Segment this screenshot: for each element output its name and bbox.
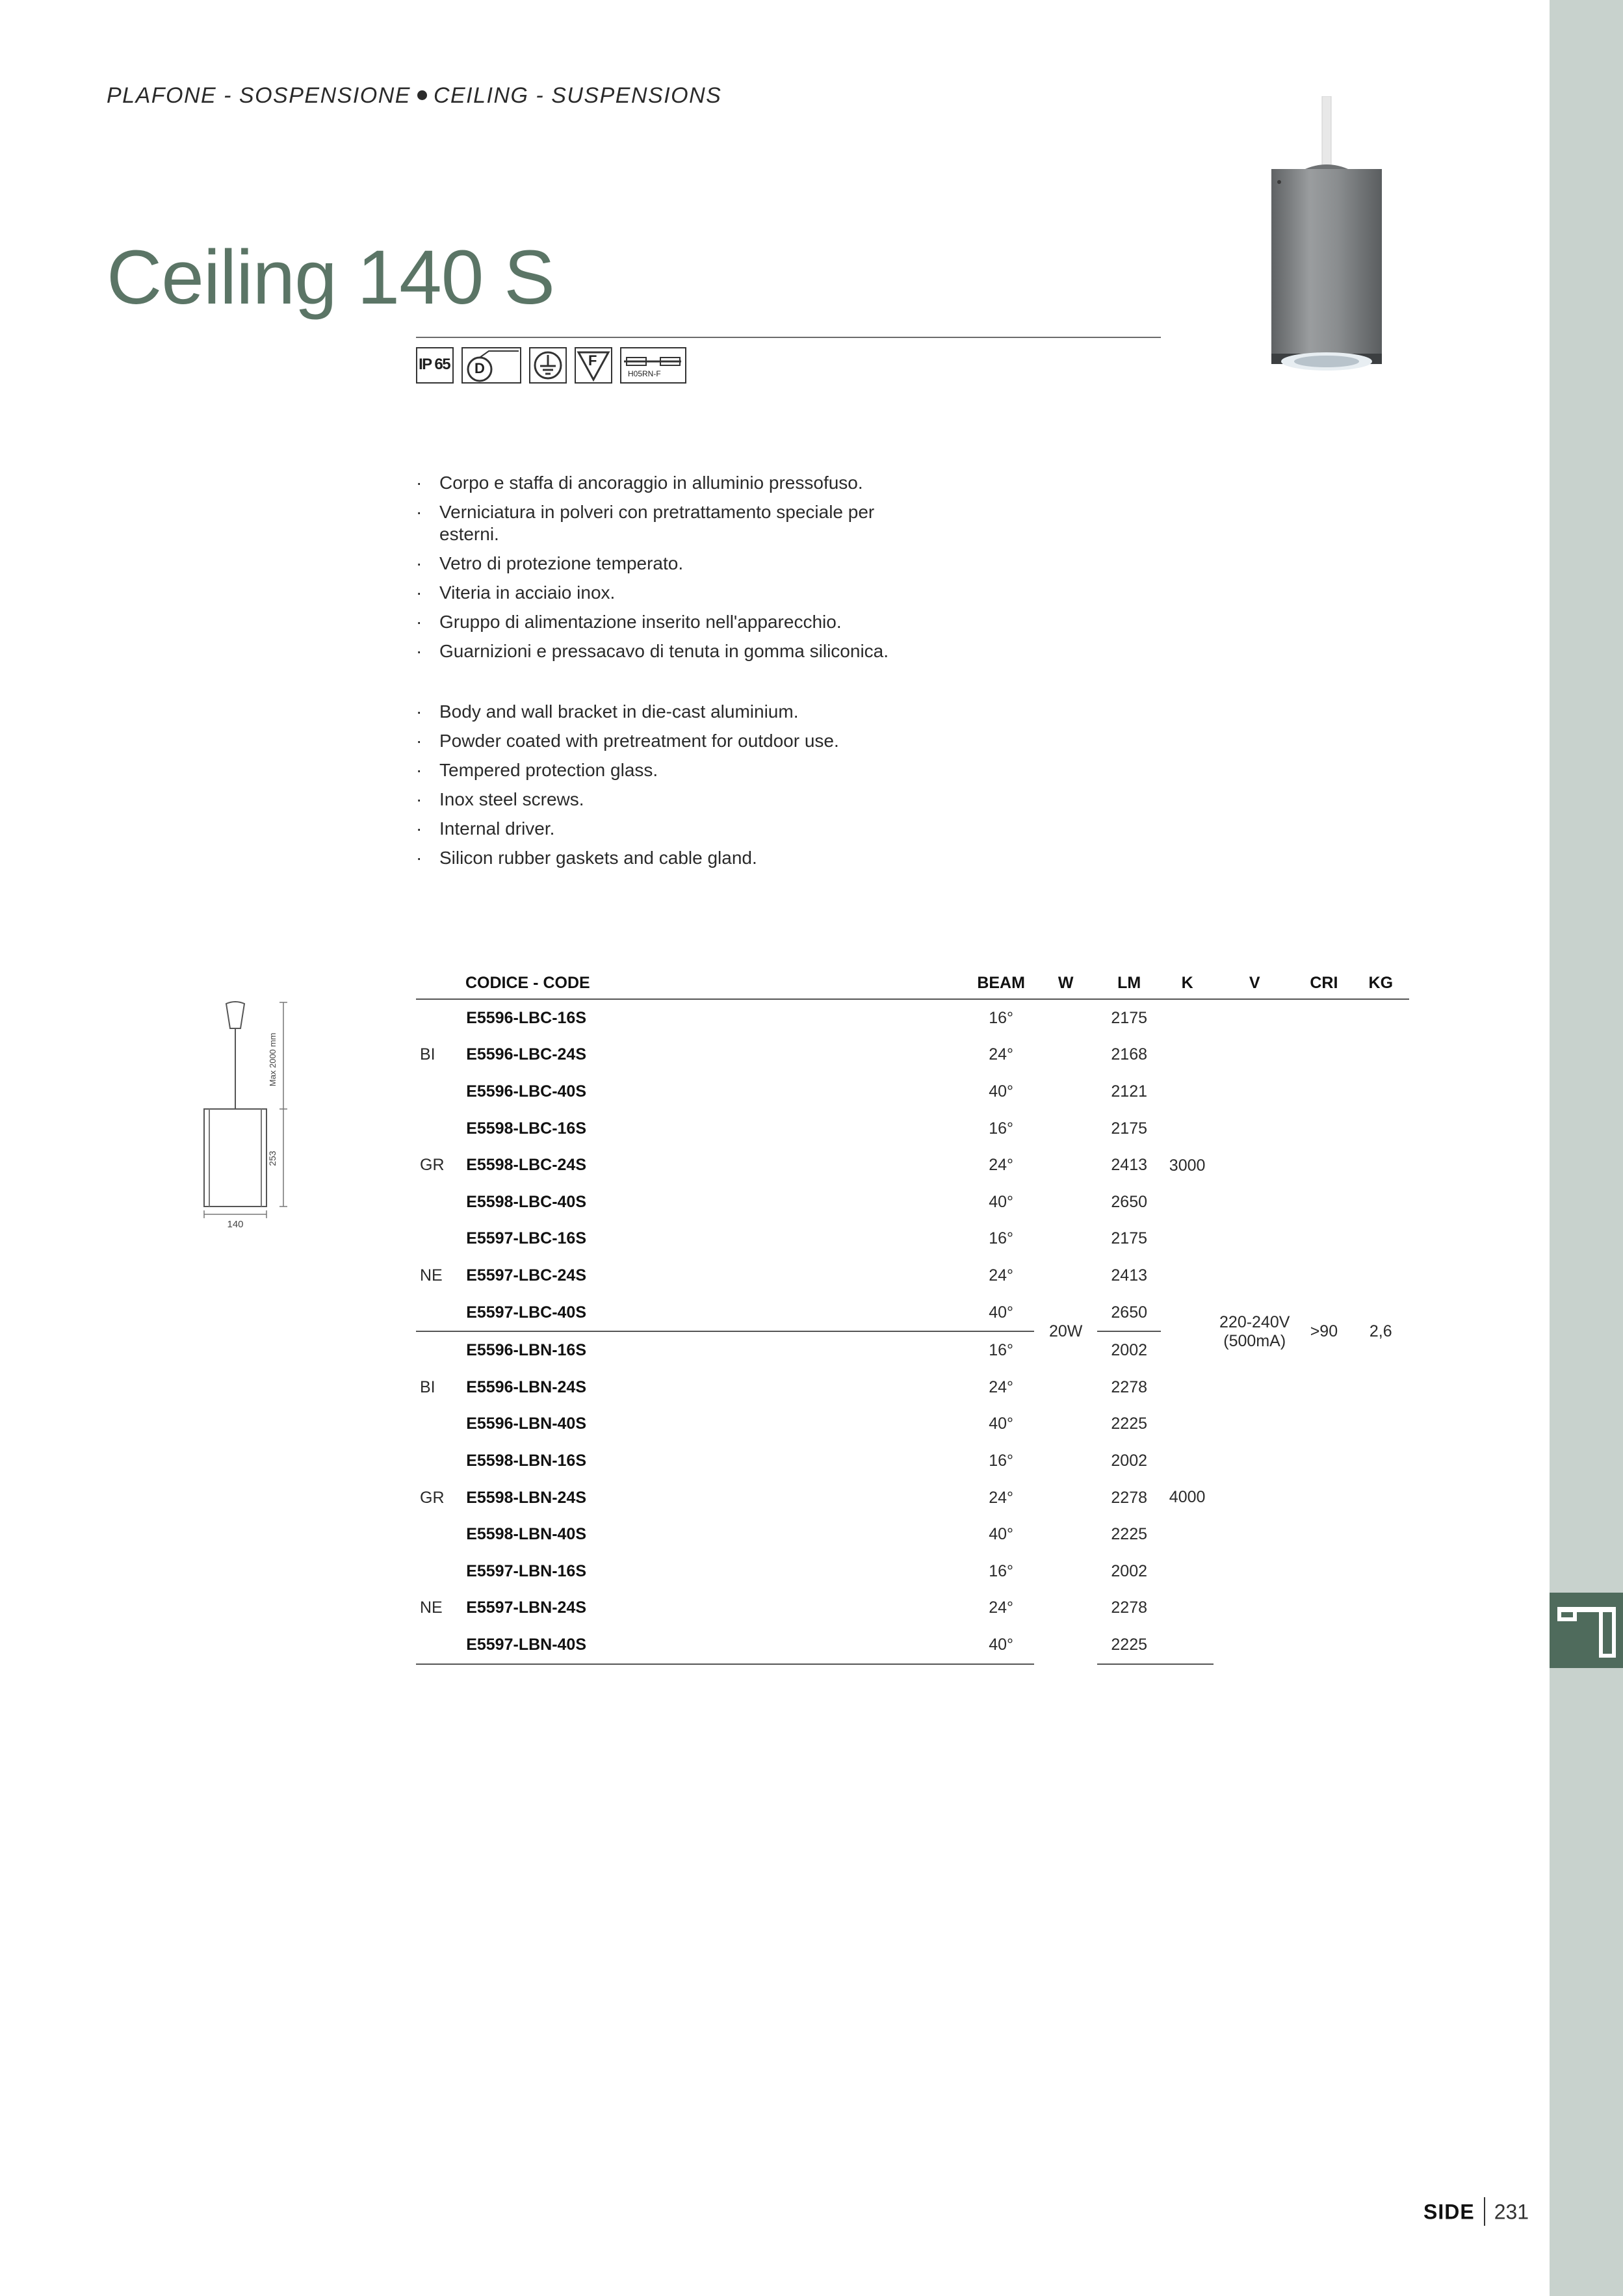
feature-item: · Gruppo di alimentazione inserito nell'apparecchio. [416, 611, 894, 633]
beam-cell: 40° [968, 1626, 1034, 1664]
beam-cell: 16° [989, 1341, 1014, 1360]
features-italian [416, 472, 894, 670]
feature-item: · Powder coated with pretreatment for outdoor use. [416, 730, 894, 752]
product-code: E5597-LBN-16S [466, 1561, 587, 1580]
side-color-band [1550, 0, 1623, 2296]
beam-cell: 24° [989, 1377, 1014, 1396]
product-code: E5597-LBN-40S [466, 1626, 968, 1664]
lm-cell: 2002 [1111, 1341, 1148, 1360]
f-mark-label: F [588, 352, 597, 369]
cable-icon [620, 347, 686, 384]
voltage-line1: 220-240V [1219, 1312, 1290, 1331]
feature-item: · Corpo e staffa di ancoraggio in alluminio pressofuso. [416, 472, 894, 494]
lm-cell: 2650 [1097, 1294, 1161, 1332]
cri-cell: >90 [1310, 1322, 1338, 1341]
product-code: E5596-LBN-16S [466, 1341, 587, 1360]
header-w: W [1034, 967, 1098, 999]
beam-cell: 16° [989, 1229, 1014, 1248]
beam-cell: 16° [989, 1119, 1014, 1138]
lm-cell: 2175 [1111, 1119, 1148, 1138]
beam-cell: 40° [968, 1294, 1034, 1332]
product-code: E5596-LBC-40S [466, 1082, 587, 1101]
product-code: E5598-LBN-24S [466, 1488, 587, 1507]
beam-cell: 40° [989, 1192, 1014, 1211]
feature-item: · Internal driver. [416, 818, 894, 840]
k-cell: 4000 [1161, 1331, 1214, 1663]
beam-cell: 24° [989, 1045, 1014, 1064]
width-label: 140 [227, 1219, 244, 1229]
cable-label: H05RN-F [628, 369, 661, 378]
footer-separator [1484, 2197, 1485, 2226]
product-code-table [416, 967, 1409, 1665]
beam-cell: 40° [989, 1415, 1014, 1433]
table-header-row [416, 967, 1409, 999]
lm-cell: 2225 [1111, 1525, 1148, 1544]
lm-cell: 2225 [1097, 1626, 1161, 1664]
product-code: E5597-LBC-40S [466, 1294, 968, 1332]
bullet-dot [417, 90, 427, 100]
lm-cell: 2278 [1111, 1598, 1148, 1617]
beam-cell: 40° [989, 1082, 1014, 1101]
color-group: BI [420, 1377, 435, 1396]
feature-item: · Vetro di protezione temperato. [416, 553, 894, 575]
color-group: GR [420, 1488, 445, 1507]
ceiling-suspension-icon [1550, 1593, 1623, 1668]
technical-drawing [195, 995, 312, 1229]
watt-cell: 20W [1048, 1322, 1083, 1341]
features-english [416, 701, 894, 876]
section-heading [107, 83, 721, 109]
lm-cell: 2278 [1111, 1488, 1148, 1507]
title-rule [416, 337, 1161, 338]
beam-cell: 24° [989, 1598, 1014, 1617]
lm-cell: 2413 [1111, 1156, 1148, 1175]
lm-cell: 2175 [1111, 1008, 1148, 1027]
page-footer [1423, 2197, 1529, 2230]
product-code: E5596-LBN-40S [466, 1415, 587, 1433]
product-code: E5597-LBC-16S [466, 1229, 587, 1248]
lm-cell: 2168 [1111, 1045, 1148, 1064]
feature-item: · Viteria in acciaio inox. [416, 582, 894, 604]
feature-item: · Inox steel screws. [416, 789, 894, 811]
ip65-label: IP 65 [419, 356, 450, 373]
header-k: K [1161, 967, 1214, 999]
product-code: E5596-LBC-24S [466, 1045, 587, 1064]
ip65-icon [416, 347, 454, 384]
table-row [416, 999, 1409, 1037]
lm-cell: 2175 [1111, 1229, 1148, 1248]
cable-length-label: Max 2000 mm [268, 1032, 278, 1087]
beam-cell: 40° [989, 1525, 1014, 1544]
product-code: E5597-LBC-24S [466, 1266, 587, 1285]
feature-item: · Tempered protection glass. [416, 759, 894, 781]
feature-item: · Body and wall bracket in die-cast aluminium. [416, 701, 894, 723]
product-code: E5598-LBN-16S [466, 1451, 587, 1470]
header-lm: LM [1097, 967, 1161, 999]
lm-cell: 2278 [1111, 1377, 1148, 1396]
beam-cell: 24° [989, 1156, 1014, 1175]
lm-cell: 2002 [1111, 1451, 1148, 1470]
brand-name: SIDE [1423, 2200, 1475, 2224]
header-kg: KG [1353, 967, 1409, 999]
section-heading-en: CEILING - SUSPENSIONS [433, 83, 722, 108]
header-code: CODICE - CODE [416, 967, 968, 999]
color-group: BI [420, 1045, 435, 1064]
lm-cell: 2650 [1111, 1192, 1148, 1211]
voltage-cell [1214, 999, 1295, 1664]
product-code: E5597-LBN-24S [466, 1598, 587, 1617]
voltage-line2: (500mA) [1223, 1331, 1286, 1350]
product-title: Ceiling 140 S [107, 235, 554, 320]
product-code: E5598-LBC-40S [466, 1192, 587, 1211]
product-photo [1267, 96, 1384, 382]
feature-item: · Guarnizioni e pressacavo di tenuta in gomma siliconica. [416, 640, 894, 662]
section-heading-it: PLAFONE - SOSPENSIONE [107, 83, 411, 108]
page-number: 231 [1494, 2200, 1529, 2224]
lm-cell: 2413 [1111, 1266, 1148, 1285]
impact-d-icon [461, 347, 521, 384]
lm-cell: 2225 [1111, 1415, 1148, 1433]
lm-cell: 2002 [1111, 1561, 1148, 1580]
header-v: V [1214, 967, 1295, 999]
category-tab[interactable] [1550, 1593, 1623, 1668]
f-mark-icon [575, 347, 612, 384]
feature-item: · Silicon rubber gaskets and cable gland. [416, 847, 894, 869]
header-cri: CRI [1295, 967, 1352, 999]
product-code: E5596-LBC-16S [466, 1008, 587, 1027]
product-code: E5596-LBN-24S [466, 1377, 587, 1396]
beam-cell: 16° [989, 1451, 1014, 1470]
k-cell: 3000 [1169, 1156, 1206, 1175]
feature-item: · Verniciatura in polveri con pretrattamento speciale per esterni. [416, 501, 894, 545]
color-group: GR [420, 1156, 445, 1175]
product-code: E5598-LBN-40S [466, 1525, 587, 1544]
earth-ground-icon [529, 347, 567, 384]
product-code: E5598-LBC-24S [466, 1156, 587, 1175]
product-code: E5598-LBC-16S [466, 1119, 587, 1138]
d-mark-label: D [474, 360, 485, 376]
lm-cell: 2121 [1111, 1082, 1148, 1101]
color-group: NE [416, 1553, 466, 1664]
beam-cell: 24° [989, 1488, 1014, 1507]
beam-cell: 16° [989, 1008, 1014, 1027]
kg-cell: 2,6 [1369, 1322, 1392, 1341]
beam-cell: 16° [989, 1561, 1014, 1580]
color-group: NE [416, 1221, 466, 1332]
header-beam: BEAM [968, 967, 1034, 999]
beam-cell: 24° [989, 1266, 1014, 1285]
height-label: 253 [267, 1151, 278, 1166]
